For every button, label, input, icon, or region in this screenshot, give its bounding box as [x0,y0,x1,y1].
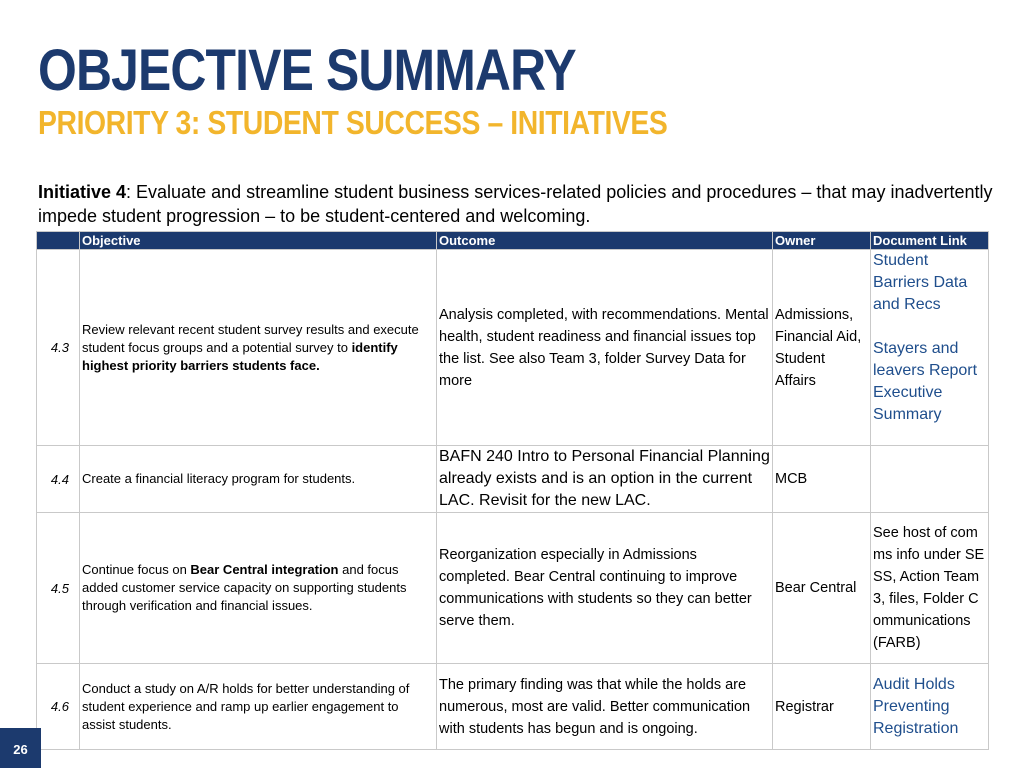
initiative-text: : Evaluate and streamline student business services-related policies and procedures – that may inadvertently impede student progression – to be student-centered and welcoming. [38,182,993,226]
table-row [37,513,989,664]
table-row [37,250,989,446]
row-number: 4.6 [37,664,80,750]
row-document-link: See host of comms info under SESS, Action Team 3, files, Folder Communications (FARB) [871,513,989,664]
header-owner: Owner [773,232,871,250]
table-row [37,664,989,750]
document-link-student-barriers[interactable]: Student Barriers Data and Recs [873,252,968,313]
row-owner: Admissions, Financial Aid, Student Affairs [773,250,871,446]
row-document-link [871,250,989,446]
row-document-link [871,446,989,513]
row-objective: Continue focus on Bear Central integration and focus added customer service capacity on supporting students through verification and financial issues. [80,513,437,664]
initiative-description [38,180,998,228]
row-objective: Conduct a study on A/R holds for better understanding of student experience and ramp up earlier engagement to assist students. [80,664,437,750]
row-number: 4.4 [37,446,80,513]
page-subtitle: PRIORITY 3: STUDENT SUCCESS – INITIATIVES [38,104,668,141]
row-objective: Review relevant recent student survey results and execute student focus groups and a potential survey to identify highest priority barriers students face. [80,250,437,446]
row-owner: MCB [773,446,871,513]
row-outcome: Analysis completed, with recommendations. Mental health, student readiness and financial issues top the list. See also Team 3, folder Survey Data for more [437,250,773,446]
row-number: 4.5 [37,513,80,664]
row-outcome: The primary finding was that while the holds are numerous, most are valid. Better communication with students has begun and is ongoing. [437,664,773,750]
table-row [37,446,989,513]
row-outcome: BAFN 240 Intro to Personal Financial Planning already exists and is an option in the current LAC. Revisit for the new LAC. [437,446,773,513]
page-number: 26 [0,728,41,768]
row-number: 4.3 [37,250,80,446]
row-objective: Create a financial literacy program for students. [80,446,437,513]
header-document-link: Document Link [871,232,989,250]
row-owner: Bear Central [773,513,871,664]
table-header-row [37,232,989,250]
document-link-audit-holds[interactable]: Audit Holds Preventing Registration [871,664,989,750]
objectives-table [36,231,989,750]
initiative-label: Initiative 4 [38,182,127,202]
header-number [37,232,80,250]
header-objective: Objective [80,232,437,250]
document-link-stayers-leavers[interactable]: Stayers and leavers Report Executive Summary [873,340,978,423]
row-outcome: Reorganization especially in Admissions completed. Bear Central continuing to improve communications with students so they can better serve them. [437,513,773,664]
header-outcome: Outcome [437,232,773,250]
page-title: OBJECTIVE SUMMARY [38,38,576,103]
row-owner: Registrar [773,664,871,750]
